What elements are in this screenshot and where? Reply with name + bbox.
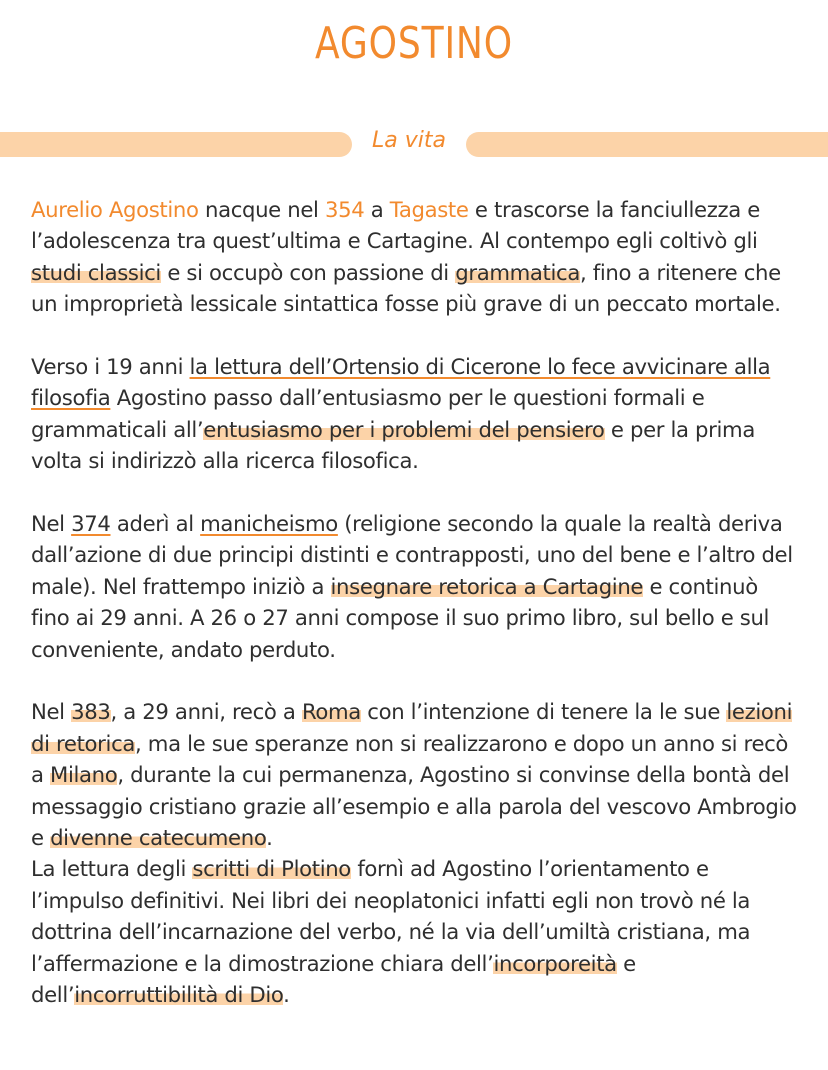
paragraph-birth (31, 194, 801, 320)
underlined-text: manicheismo (200, 511, 338, 537)
text-span: , durante la cui permanenza, Agostino si convinse della bontà del messaggio cristiano grazie all’esempio e alla parola del vescovo Ambrogio e (31, 762, 797, 851)
text-span: Verso i 19 anni (31, 354, 190, 380)
underlined-text: la lettura dell’Ortensio di Cicerone lo fece avvicinare alla filosofia (31, 354, 771, 411)
text-span: , ma le sue speranze non si realizzarono e dopo un anno si recò a (31, 730, 789, 788)
paragraph-plotinus (31, 853, 801, 1010)
highlighted-text: lezioni di retorica (31, 699, 793, 756)
paragraph-philosophy (31, 351, 801, 477)
text-span: con l’intenzione di tenere la le sue (360, 699, 727, 725)
document-body (31, 194, 801, 1042)
text-span: aderì al (110, 511, 201, 537)
text-span: Nel (31, 511, 72, 537)
text-span: Agostino passo dall’entusiasmo per le questioni formali e grammaticali all’ (31, 385, 705, 442)
highlighted-text: scritti di Plotino (192, 856, 351, 882)
text-span: e si occupò con passione di (160, 259, 456, 285)
highlighted-text: studi classici (31, 259, 161, 285)
text-span: La lettura degli (31, 856, 193, 882)
section-heading: La vita (372, 128, 446, 153)
text-span: (religione secondo la quale la realtà deriva dall’azione di due principi distinti e contrapposti, uno del bene e l’altro del male). Nel frattempo iniziò a (31, 511, 793, 599)
place-highlight: Tagaste (389, 197, 469, 222)
text-span: nacque nel (198, 197, 325, 222)
text-span: . (283, 982, 290, 1008)
text-span: e per la prima volta si indirizzò alla ricerca filosofica. (31, 416, 755, 474)
year-highlight: 354 (324, 197, 365, 222)
highlighted-text: Milano (50, 762, 118, 788)
text-span: Nel (31, 699, 72, 725)
paragraph-rome-milan (31, 696, 801, 853)
text-span: a (364, 197, 390, 222)
section-bar-left (0, 132, 352, 157)
section-bar-right (466, 132, 828, 157)
highlighted-text: grammatica (455, 259, 580, 285)
highlighted-text: Roma (301, 699, 361, 725)
text-span: , a 29 anni, recò a (110, 699, 302, 725)
name-highlight: Aurelio Agostino (31, 197, 199, 222)
text-span: e continuò fino ai 29 anni. A 26 o 27 anni compose il suo primo libro, sul bello e sul conveniente, andato perduto. (31, 573, 770, 662)
highlighted-text: incorruttibilità di Dio (74, 982, 284, 1008)
page-title: AGOSTINO (315, 18, 513, 69)
highlighted-text: entusiasmo per i problemi del pensiero (203, 416, 605, 442)
paragraph-manicheism (31, 508, 801, 665)
highlighted-text: divenne catecumeno (50, 825, 267, 851)
text-span: fornì ad Agostino l’orientamento e l’impulso definitivi. Nei libri dei neoplatonici infatti egli non trovò né la dottrina dell’incarnazione del verbo, né la via dell’umiltà cristiana, ma l’affermazione e la dimostrazione chiara dell’ (31, 856, 751, 976)
text-span: e trascorse la fanciullezza e l’adolescenza tra quest’ultima e Cartagine. Al contempo egli coltivò gli (31, 197, 760, 254)
text-span: , fino a ritenere che un improprietà lessicale sintattica fosse più grave di un peccato mortale. (31, 259, 781, 317)
text-span: e dell’ (31, 950, 636, 1008)
highlighted-text: incorporeità (493, 950, 617, 976)
highlighted-text: 383 (71, 699, 111, 725)
underlined-text: 374 (71, 511, 111, 537)
text-span: . (266, 825, 273, 851)
highlighted-text: insegnare retorica a Cartagine (330, 573, 644, 599)
